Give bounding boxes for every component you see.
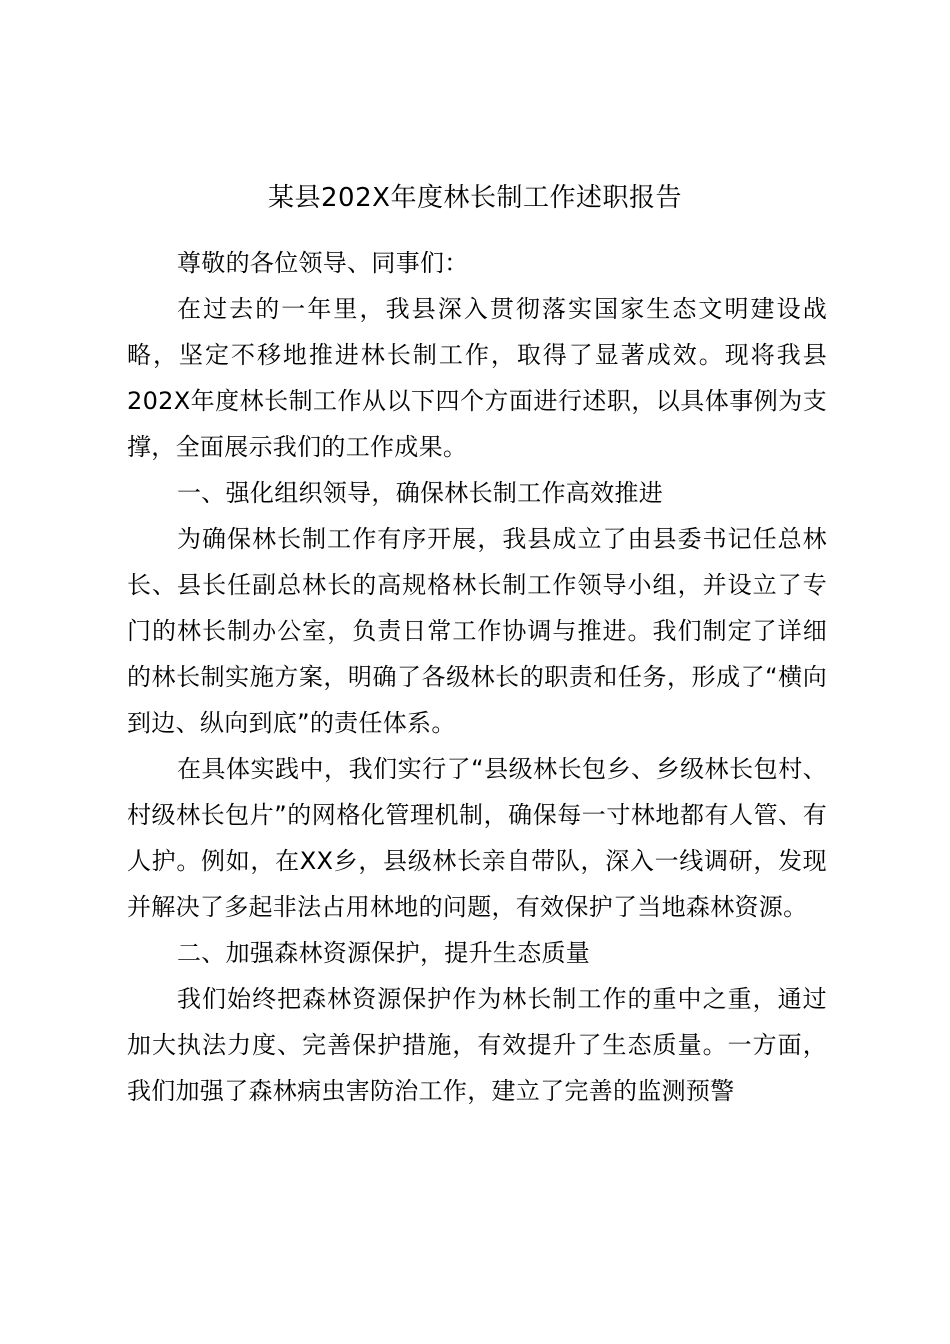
section-heading-1: 一、强化组织领导，确保林长制工作高效推进 [177, 479, 663, 507]
section1-paragraph-2: 在具体实践中，我们实行了“县级林长包乡、乡级林长包村、村级林长包片”的网格化管理机制，确保每一寸林地都有人管、有人护。例如，在XX乡，县级林长亲自带队，深入一线调研，发现并解决了多起非法占用林地的问题，有效保护了当地森林资源。 [127, 755, 827, 921]
section1-paragraph-1: 为确保林长制工作有序开展，我县成立了由县委书记任总林长、县长任副总林长的高规格林长制工作领导小组，并设立了专门的林长制办公室，负责日常工作协调与推进。我们制定了详细的林长制实施方案，明确了各级林长的职责和任务，形成了“横向到边、纵向到底”的责任体系。 [127, 525, 827, 737]
intro-paragraph: 在过去的一年里，我县深入贯彻落实国家生态文明建设战略，坚定不移地推进林长制工作，取得了显著成效。现将我县202X年度林长制工作从以下四个方面进行述职，以具体事例为支撑，全面展示我们的工作成果。 [127, 295, 827, 461]
document-title: 某县202X年度林长制工作述职报告 [268, 183, 682, 213]
document-body [127, 240, 827, 1114]
section2-paragraph-1: 我们始终把森林资源保护作为林长制工作的重中之重，通过加大执法力度、完善保护措施，有效提升了生态质量。一方面，我们加强了森林病虫害防治工作，建立了完善的监测预警 [127, 985, 827, 1105]
section-heading-2: 二、加强森林资源保护，提升生态质量 [177, 939, 591, 967]
greeting-paragraph: 尊敬的各位领导、同事们： [177, 249, 469, 277]
